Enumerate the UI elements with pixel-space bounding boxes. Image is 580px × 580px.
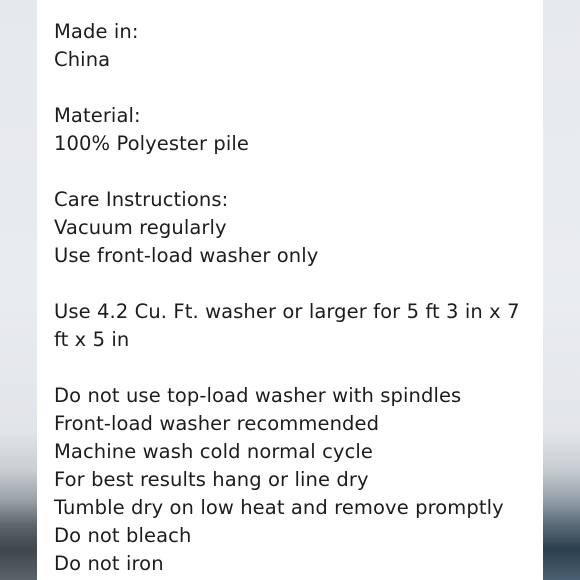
instruction-item: Do not use top-load washer with spindles — [54, 384, 462, 407]
left-background-edge — [0, 0, 37, 580]
washer-size-note: Use 4.2 Cu. Ft. washer or larger for 5 ft 3 in x 7 ft x 5 in — [54, 300, 520, 351]
material-value: 100% Polyester pile — [54, 132, 250, 155]
spacer — [54, 74, 528, 102]
spacer — [54, 270, 528, 298]
instruction-item: Tumble dry on low heat and remove promptly — [54, 496, 504, 519]
instruction-item: For best results hang or line dry — [54, 468, 369, 491]
care-instructions-label: Care Instructions: — [54, 188, 229, 211]
instruction-item: Do not iron — [54, 552, 164, 575]
instruction-item: Front-load washer recommended — [54, 412, 380, 435]
product-care-text — [54, 18, 528, 578]
spacer — [54, 354, 528, 382]
made-in-label: Made in: — [54, 20, 139, 43]
care-item: Vacuum regularly — [54, 216, 227, 239]
right-background-edge — [543, 0, 580, 580]
material-label: Material: — [54, 104, 141, 127]
spacer — [54, 158, 528, 186]
instruction-item: Machine wash cold normal cycle — [54, 440, 374, 463]
care-item: Use front-load washer only — [54, 244, 319, 267]
made-in-value: China — [54, 48, 111, 71]
instruction-item: Do not bleach — [54, 524, 192, 547]
